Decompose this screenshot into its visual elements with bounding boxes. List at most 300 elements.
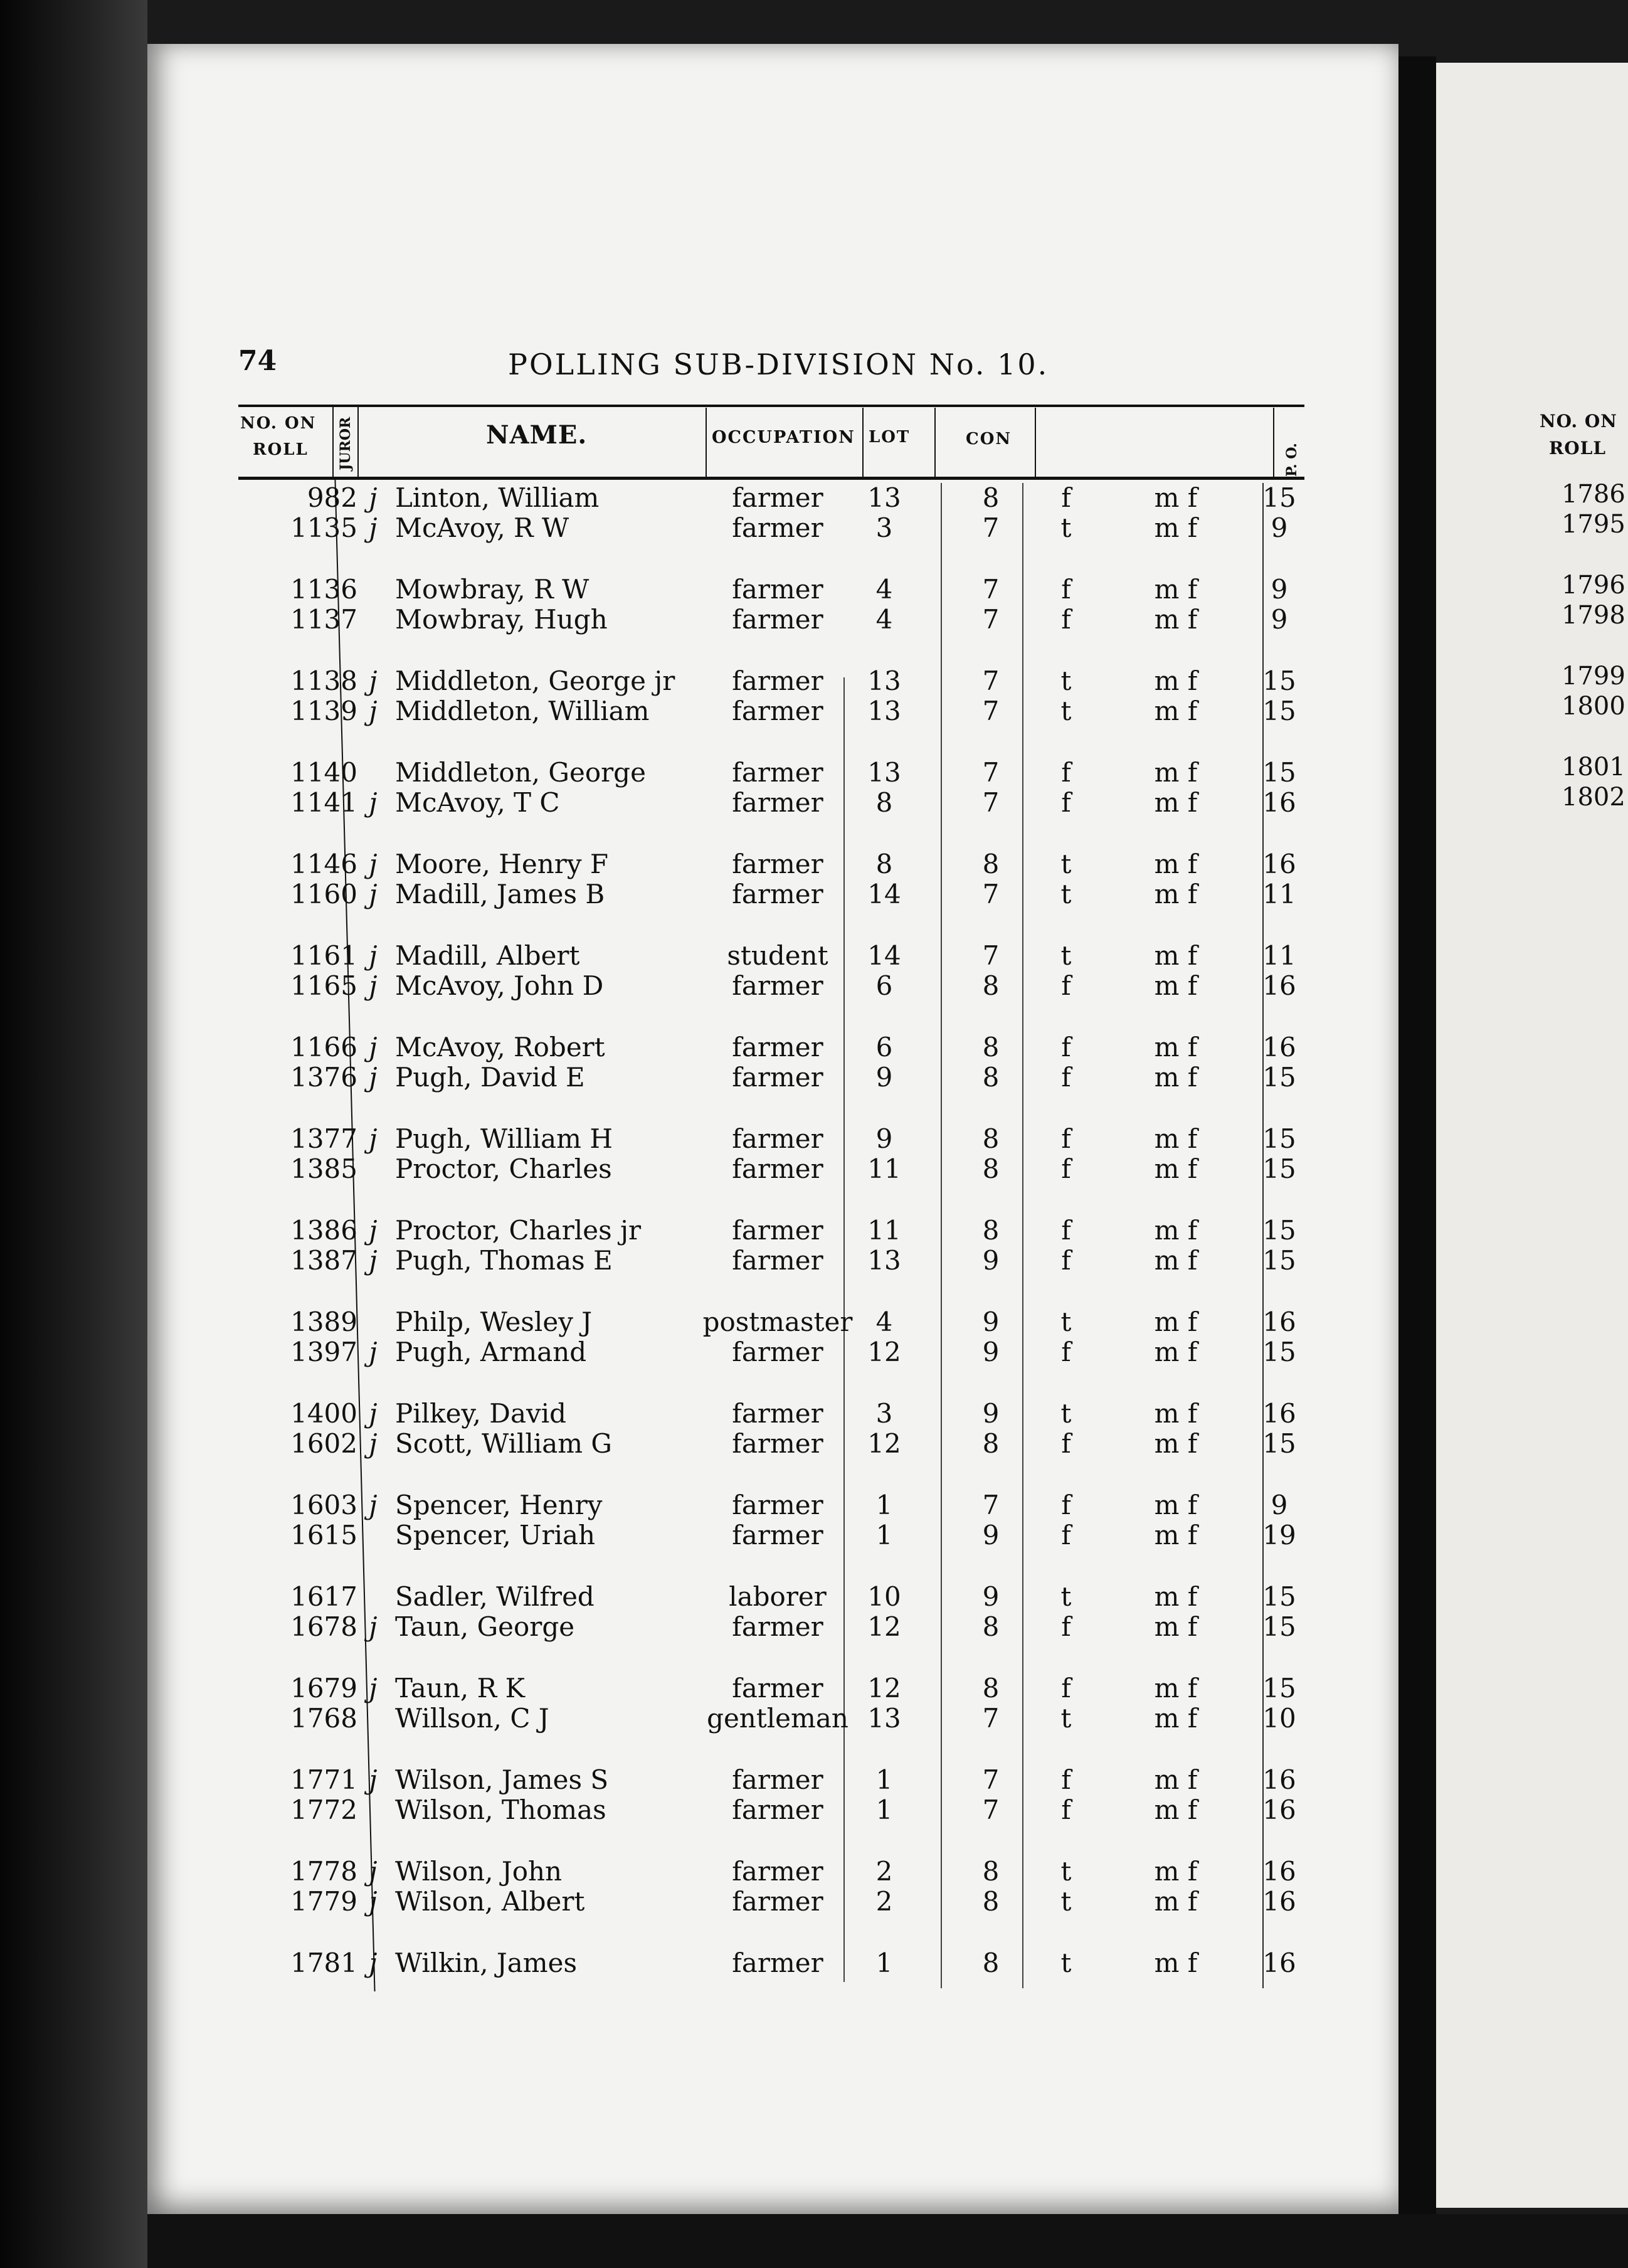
qualification-code: m f bbox=[1154, 757, 1198, 788]
voter-name: Willson, C J bbox=[395, 1703, 549, 1734]
post-office-number: 10 bbox=[1262, 1703, 1296, 1734]
voter-row bbox=[147, 1612, 1402, 1642]
occupation: gentleman bbox=[707, 1703, 848, 1734]
occupation: farmer bbox=[732, 512, 823, 543]
post-office-number: 15 bbox=[1262, 1123, 1296, 1154]
lot-number: 9 bbox=[875, 1062, 893, 1093]
juror-mark: j bbox=[369, 512, 378, 543]
voter-row bbox=[147, 1948, 1402, 1978]
facing-roll-number: 1801 bbox=[1562, 753, 1625, 782]
header-no-on-roll: NO. ON bbox=[240, 414, 317, 433]
roll-number: 1397 bbox=[290, 1337, 357, 1367]
lot-number: 1 bbox=[875, 1794, 893, 1825]
header-divider bbox=[1035, 408, 1036, 477]
post-office-number: 15 bbox=[1262, 1215, 1296, 1246]
tenure-code: t bbox=[1060, 1947, 1072, 1978]
roll-number: 1136 bbox=[290, 574, 357, 605]
occupation: farmer bbox=[732, 1398, 823, 1429]
voter-name: Proctor, Charles jr bbox=[395, 1215, 642, 1246]
concession-number: 8 bbox=[982, 849, 1000, 879]
lot-number: 11 bbox=[867, 1153, 901, 1184]
header-divider bbox=[357, 405, 359, 480]
juror-mark: j bbox=[369, 1886, 378, 1917]
concession-number: 8 bbox=[982, 1123, 1000, 1154]
voter-row bbox=[147, 1062, 1402, 1093]
occupation: farmer bbox=[732, 482, 823, 513]
occupation: farmer bbox=[732, 1947, 823, 1978]
concession-number: 8 bbox=[982, 1153, 1000, 1184]
header-divider bbox=[934, 408, 936, 477]
voter-name: Pugh, William H bbox=[395, 1123, 613, 1154]
qualification-code: m f bbox=[1154, 696, 1198, 726]
post-office-number: 16 bbox=[1262, 1947, 1296, 1978]
concession-number: 7 bbox=[982, 604, 1000, 635]
voter-name: McAvoy, T C bbox=[395, 787, 560, 818]
voter-row bbox=[147, 513, 1402, 543]
facing-header-no-on: NO. ON bbox=[1540, 411, 1617, 432]
tenure-code: t bbox=[1060, 879, 1072, 909]
concession-number: 7 bbox=[982, 1490, 1000, 1520]
occupation: farmer bbox=[732, 1062, 823, 1093]
header-divider bbox=[1273, 408, 1274, 477]
header-bottom-rule bbox=[238, 477, 1304, 480]
tenure-code: f bbox=[1061, 574, 1071, 605]
post-office-number: 15 bbox=[1262, 757, 1296, 788]
qualification-code: m f bbox=[1154, 1398, 1198, 1429]
concession-number: 9 bbox=[982, 1337, 1000, 1367]
roll-number: 1140 bbox=[290, 757, 357, 788]
tenure-code: t bbox=[1060, 1703, 1072, 1734]
voter-name: Spencer, Henry bbox=[395, 1490, 603, 1520]
juror-mark: j bbox=[369, 1764, 378, 1795]
qualification-code: m f bbox=[1154, 1886, 1198, 1917]
roll-number: 1400 bbox=[290, 1398, 357, 1429]
qualification-code: m f bbox=[1154, 1490, 1198, 1520]
voter-row bbox=[147, 1307, 1402, 1337]
occupation: farmer bbox=[732, 849, 823, 879]
tenure-code: t bbox=[1060, 1306, 1072, 1337]
concession-number: 8 bbox=[982, 1856, 1000, 1887]
voter-row bbox=[147, 1124, 1402, 1154]
post-office-number: 16 bbox=[1262, 787, 1296, 818]
lot-number: 8 bbox=[875, 787, 893, 818]
juror-mark: j bbox=[369, 1428, 378, 1459]
lot-number: 3 bbox=[875, 512, 893, 543]
juror-mark: j bbox=[369, 1611, 378, 1642]
concession-number: 7 bbox=[982, 696, 1000, 726]
lot-number: 10 bbox=[867, 1581, 901, 1612]
voter-name: Pugh, Armand bbox=[395, 1337, 587, 1367]
occupation: farmer bbox=[732, 1153, 823, 1184]
juror-mark: j bbox=[369, 1337, 378, 1367]
header-lot: LOT bbox=[869, 428, 911, 447]
post-office-number: 16 bbox=[1262, 1886, 1296, 1917]
voter-name: Mowbray, R W bbox=[395, 574, 589, 605]
facing-roll-number: 1798 bbox=[1562, 601, 1625, 630]
voter-row bbox=[147, 971, 1402, 1001]
tenure-code: f bbox=[1061, 1428, 1071, 1459]
concession-number: 7 bbox=[982, 940, 1000, 971]
lot-number: 1 bbox=[875, 1764, 893, 1795]
lot-number: 6 bbox=[875, 1032, 893, 1062]
concession-number: 8 bbox=[982, 970, 1000, 1001]
tenure-code: f bbox=[1061, 482, 1071, 513]
voter-row bbox=[147, 483, 1402, 513]
tenure-code: f bbox=[1061, 757, 1071, 788]
post-office-number: 16 bbox=[1262, 1794, 1296, 1825]
concession-number: 8 bbox=[982, 482, 1000, 513]
juror-mark: j bbox=[369, 970, 378, 1001]
lot-number: 14 bbox=[867, 879, 901, 909]
qualification-code: m f bbox=[1154, 1581, 1198, 1612]
post-office-number: 16 bbox=[1262, 1398, 1296, 1429]
header-name: NAME. bbox=[486, 420, 588, 450]
tenure-code: t bbox=[1060, 1581, 1072, 1612]
roll-number: 1389 bbox=[290, 1306, 357, 1337]
facing-header-roll: ROLL bbox=[1549, 438, 1607, 458]
facing-page bbox=[1436, 63, 1628, 2208]
page-header bbox=[147, 345, 1398, 389]
lot-number: 13 bbox=[867, 1703, 901, 1734]
voter-row bbox=[147, 1490, 1402, 1520]
occupation: farmer bbox=[732, 1245, 823, 1276]
qualification-code: m f bbox=[1154, 1611, 1198, 1642]
roll-number: 1137 bbox=[290, 604, 357, 635]
roll-number: 1138 bbox=[290, 665, 357, 696]
voter-name: Moore, Henry F bbox=[395, 849, 609, 879]
lot-number: 1 bbox=[875, 1490, 893, 1520]
juror-mark: j bbox=[369, 1215, 378, 1246]
qualification-code: m f bbox=[1154, 512, 1198, 543]
occupation: farmer bbox=[732, 1123, 823, 1154]
occupation: farmer bbox=[732, 1611, 823, 1642]
voter-row bbox=[147, 1673, 1402, 1704]
roll-number: 1678 bbox=[290, 1611, 357, 1642]
occupation: farmer bbox=[732, 604, 823, 635]
voter-name: McAvoy, John D bbox=[395, 970, 604, 1001]
lot-number: 12 bbox=[867, 1611, 901, 1642]
post-office-number: 16 bbox=[1262, 1764, 1296, 1795]
concession-number: 7 bbox=[982, 665, 1000, 696]
qualification-code: m f bbox=[1154, 574, 1198, 605]
tenure-code: f bbox=[1061, 970, 1071, 1001]
tenure-code: t bbox=[1060, 1856, 1072, 1887]
lot-number: 12 bbox=[867, 1673, 901, 1704]
voter-row bbox=[147, 941, 1402, 971]
occupation: farmer bbox=[732, 574, 823, 605]
concession-number: 8 bbox=[982, 1062, 1000, 1093]
roll-number: 982 bbox=[307, 482, 357, 513]
tenure-code: f bbox=[1061, 1611, 1071, 1642]
post-office-number: 15 bbox=[1262, 482, 1296, 513]
voter-name: Wilson, James S bbox=[395, 1764, 609, 1795]
occupation: laborer bbox=[729, 1581, 827, 1612]
voter-name: Pugh, David E bbox=[395, 1062, 585, 1093]
occupation: postmaster bbox=[702, 1306, 853, 1337]
concession-number: 7 bbox=[982, 1703, 1000, 1734]
roll-number: 1160 bbox=[290, 879, 357, 909]
qualification-code: m f bbox=[1154, 1062, 1198, 1093]
tenure-code: f bbox=[1061, 787, 1071, 818]
lot-number: 1 bbox=[875, 1520, 893, 1550]
occupation: farmer bbox=[732, 757, 823, 788]
tenure-code: f bbox=[1061, 1764, 1071, 1795]
roll-number: 1135 bbox=[290, 512, 357, 543]
voter-name: Madill, James B bbox=[395, 879, 605, 909]
post-office-number: 15 bbox=[1262, 665, 1296, 696]
voter-row bbox=[147, 1857, 1402, 1887]
tenure-code: f bbox=[1061, 1794, 1071, 1825]
juror-mark: j bbox=[369, 696, 378, 726]
tenure-code: f bbox=[1061, 1520, 1071, 1550]
voter-row bbox=[147, 605, 1402, 635]
qualification-code: m f bbox=[1154, 1306, 1198, 1337]
post-office-number: 11 bbox=[1262, 940, 1296, 971]
juror-mark: j bbox=[369, 787, 378, 818]
post-office-number: 15 bbox=[1262, 1428, 1296, 1459]
lot-number: 2 bbox=[875, 1886, 893, 1917]
book-gutter bbox=[1398, 56, 1436, 2214]
post-office-number: 9 bbox=[1271, 604, 1288, 635]
tenure-code: f bbox=[1061, 1215, 1071, 1246]
voter-name: Spencer, Uriah bbox=[395, 1520, 596, 1550]
header-roll: ROLL bbox=[253, 440, 309, 459]
tenure-code: t bbox=[1060, 512, 1072, 543]
occupation: farmer bbox=[732, 1520, 823, 1550]
lot-number: 12 bbox=[867, 1428, 901, 1459]
voter-name: Middleton, George bbox=[395, 757, 646, 788]
voter-name: Madill, Albert bbox=[395, 940, 580, 971]
voter-row bbox=[147, 1216, 1402, 1246]
roll-number: 1385 bbox=[290, 1153, 357, 1184]
occupation: farmer bbox=[732, 696, 823, 726]
tenure-code: f bbox=[1061, 1245, 1071, 1276]
concession-number: 7 bbox=[982, 787, 1000, 818]
occupation: farmer bbox=[732, 1794, 823, 1825]
tenure-code: f bbox=[1061, 1153, 1071, 1184]
occupation: farmer bbox=[732, 1032, 823, 1062]
voter-name: Linton, William bbox=[395, 482, 600, 513]
roll-number: 1376 bbox=[290, 1062, 357, 1093]
roll-number: 1166 bbox=[290, 1032, 357, 1062]
lot-number: 4 bbox=[875, 1306, 893, 1337]
roll-number: 1778 bbox=[290, 1856, 357, 1887]
tenure-code: t bbox=[1060, 940, 1072, 971]
post-office-number: 16 bbox=[1262, 970, 1296, 1001]
roll-number: 1165 bbox=[290, 970, 357, 1001]
juror-mark: j bbox=[369, 1947, 378, 1978]
qualification-code: m f bbox=[1154, 970, 1198, 1001]
lot-number: 6 bbox=[875, 970, 893, 1001]
scan-bottom-edge bbox=[147, 2214, 1628, 2268]
voter-row bbox=[147, 575, 1402, 605]
qualification-code: m f bbox=[1154, 1673, 1198, 1704]
roll-number: 1146 bbox=[290, 849, 357, 879]
juror-mark: j bbox=[369, 1032, 378, 1062]
voter-row bbox=[147, 879, 1402, 909]
occupation: farmer bbox=[732, 1337, 823, 1367]
voter-row bbox=[147, 1032, 1402, 1062]
roll-number: 1679 bbox=[290, 1673, 357, 1704]
facing-roll-number: 1786 bbox=[1562, 480, 1625, 509]
roll-number: 1615 bbox=[290, 1520, 357, 1550]
voter-name: Proctor, Charles bbox=[395, 1153, 612, 1184]
qualification-code: m f bbox=[1154, 1764, 1198, 1795]
concession-number: 9 bbox=[982, 1581, 1000, 1612]
qualification-code: m f bbox=[1154, 940, 1198, 971]
post-office-number: 15 bbox=[1262, 1245, 1296, 1276]
page-number: 74 bbox=[238, 345, 277, 377]
lot-number: 4 bbox=[875, 604, 893, 635]
voter-row bbox=[147, 1765, 1402, 1795]
voter-row bbox=[147, 788, 1402, 818]
qualification-code: m f bbox=[1154, 1703, 1198, 1734]
facing-roll-number: 1799 bbox=[1562, 662, 1625, 691]
voter-row bbox=[147, 1704, 1402, 1734]
voter-row bbox=[147, 758, 1402, 788]
voter-name: Scott, William G bbox=[395, 1428, 612, 1459]
qualification-code: m f bbox=[1154, 1428, 1198, 1459]
post-office-number: 15 bbox=[1262, 696, 1296, 726]
lot-number: 8 bbox=[875, 849, 893, 879]
concession-number: 7 bbox=[982, 1764, 1000, 1795]
concession-number: 9 bbox=[982, 1245, 1000, 1276]
voter-name: Middleton, George jr bbox=[395, 665, 675, 696]
roll-number: 1161 bbox=[290, 940, 357, 971]
concession-number: 8 bbox=[982, 1428, 1000, 1459]
concession-number: 8 bbox=[982, 1611, 1000, 1642]
post-office-number: 9 bbox=[1271, 574, 1288, 605]
facing-roll-number: 1795 bbox=[1562, 510, 1625, 539]
tenure-code: f bbox=[1061, 1337, 1071, 1367]
concession-number: 7 bbox=[982, 757, 1000, 788]
voter-row bbox=[147, 849, 1402, 879]
header-con: CON bbox=[966, 430, 1012, 448]
post-office-number: 15 bbox=[1262, 1153, 1296, 1184]
header-po: P. O. bbox=[1284, 443, 1300, 477]
voter-name: Mowbray, Hugh bbox=[395, 604, 608, 635]
lot-number: 14 bbox=[867, 940, 901, 971]
juror-mark: j bbox=[369, 1490, 378, 1520]
concession-number: 8 bbox=[982, 1032, 1000, 1062]
post-office-number: 9 bbox=[1271, 1490, 1288, 1520]
running-title: POLLING SUB-DIVISION No. 10. bbox=[508, 347, 1049, 381]
lot-number: 9 bbox=[875, 1123, 893, 1154]
voter-row bbox=[147, 1795, 1402, 1825]
tenure-code: t bbox=[1060, 696, 1072, 726]
qualification-code: m f bbox=[1154, 604, 1198, 635]
voter-name: Wilson, Albert bbox=[395, 1886, 585, 1917]
juror-mark: j bbox=[369, 1062, 378, 1093]
left-page bbox=[147, 44, 1398, 2214]
lot-number: 13 bbox=[867, 482, 901, 513]
voter-name: Pilkey, David bbox=[395, 1398, 567, 1429]
occupation: farmer bbox=[732, 1856, 823, 1887]
qualification-code: m f bbox=[1154, 482, 1198, 513]
occupation: farmer bbox=[732, 1673, 823, 1704]
lot-number: 1 bbox=[875, 1947, 893, 1978]
voter-row bbox=[147, 1582, 1402, 1612]
qualification-code: m f bbox=[1154, 1947, 1198, 1978]
qualification-code: m f bbox=[1154, 1337, 1198, 1367]
facing-roll-number: 1802 bbox=[1562, 783, 1625, 812]
voter-name: McAvoy, R W bbox=[395, 512, 569, 543]
qualification-code: m f bbox=[1154, 1794, 1198, 1825]
voter-name: McAvoy, Robert bbox=[395, 1032, 605, 1062]
voter-name: Middleton, William bbox=[395, 696, 650, 726]
voter-name: Sadler, Wilfred bbox=[395, 1581, 595, 1612]
header-divider bbox=[706, 408, 707, 477]
qualification-code: m f bbox=[1154, 849, 1198, 879]
header-occupation: OCCUPATION bbox=[712, 428, 855, 447]
voter-row bbox=[147, 1429, 1402, 1459]
juror-mark: j bbox=[369, 940, 378, 971]
post-office-number: 9 bbox=[1271, 512, 1288, 543]
voter-row bbox=[147, 1246, 1402, 1276]
voter-name: Taun, George bbox=[395, 1611, 575, 1642]
tenure-code: f bbox=[1061, 1490, 1071, 1520]
post-office-number: 11 bbox=[1262, 879, 1296, 909]
post-office-number: 16 bbox=[1262, 1306, 1296, 1337]
scan-left-edge bbox=[0, 0, 147, 2268]
occupation: farmer bbox=[732, 1886, 823, 1917]
voter-row bbox=[147, 696, 1402, 726]
roll-number: 1139 bbox=[290, 696, 357, 726]
lot-number: 4 bbox=[875, 574, 893, 605]
tenure-code: f bbox=[1061, 1673, 1071, 1704]
roll-number: 1772 bbox=[290, 1794, 357, 1825]
post-office-number: 15 bbox=[1262, 1062, 1296, 1093]
juror-mark: j bbox=[369, 1673, 378, 1704]
roll-number: 1779 bbox=[290, 1886, 357, 1917]
tenure-code: f bbox=[1061, 1032, 1071, 1062]
qualification-code: m f bbox=[1154, 1153, 1198, 1184]
occupation: student bbox=[727, 940, 828, 971]
concession-number: 8 bbox=[982, 1947, 1000, 1978]
occupation: farmer bbox=[732, 665, 823, 696]
concession-number: 8 bbox=[982, 1886, 1000, 1917]
roll-number: 1602 bbox=[290, 1428, 357, 1459]
post-office-number: 15 bbox=[1262, 1581, 1296, 1612]
voter-name: Philp, Wesley J bbox=[395, 1306, 593, 1337]
header-divider bbox=[332, 405, 334, 480]
header-juror: JUROR bbox=[337, 416, 354, 470]
facing-roll-number: 1796 bbox=[1562, 571, 1625, 600]
roll-number: 1386 bbox=[290, 1215, 357, 1246]
lot-number: 2 bbox=[875, 1856, 893, 1887]
roll-number: 1377 bbox=[290, 1123, 357, 1154]
voter-name: Wilkin, James bbox=[395, 1947, 578, 1978]
facing-roll-number: 1800 bbox=[1562, 692, 1625, 721]
lot-number: 12 bbox=[867, 1337, 901, 1367]
roll-number: 1603 bbox=[290, 1490, 357, 1520]
voter-row bbox=[147, 1887, 1402, 1917]
lot-number: 13 bbox=[867, 757, 901, 788]
lot-number: 13 bbox=[867, 665, 901, 696]
post-office-number: 15 bbox=[1262, 1337, 1296, 1367]
concession-number: 9 bbox=[982, 1306, 1000, 1337]
occupation: farmer bbox=[732, 1490, 823, 1520]
voter-name: Pugh, Thomas E bbox=[395, 1245, 613, 1276]
qualification-code: m f bbox=[1154, 1123, 1198, 1154]
voter-name: Taun, R K bbox=[395, 1673, 525, 1704]
juror-mark: j bbox=[369, 849, 378, 879]
post-office-number: 16 bbox=[1262, 1032, 1296, 1062]
tenure-code: t bbox=[1060, 849, 1072, 879]
roll-number: 1781 bbox=[290, 1947, 357, 1978]
roll-number: 1141 bbox=[290, 787, 357, 818]
qualification-code: m f bbox=[1154, 879, 1198, 909]
